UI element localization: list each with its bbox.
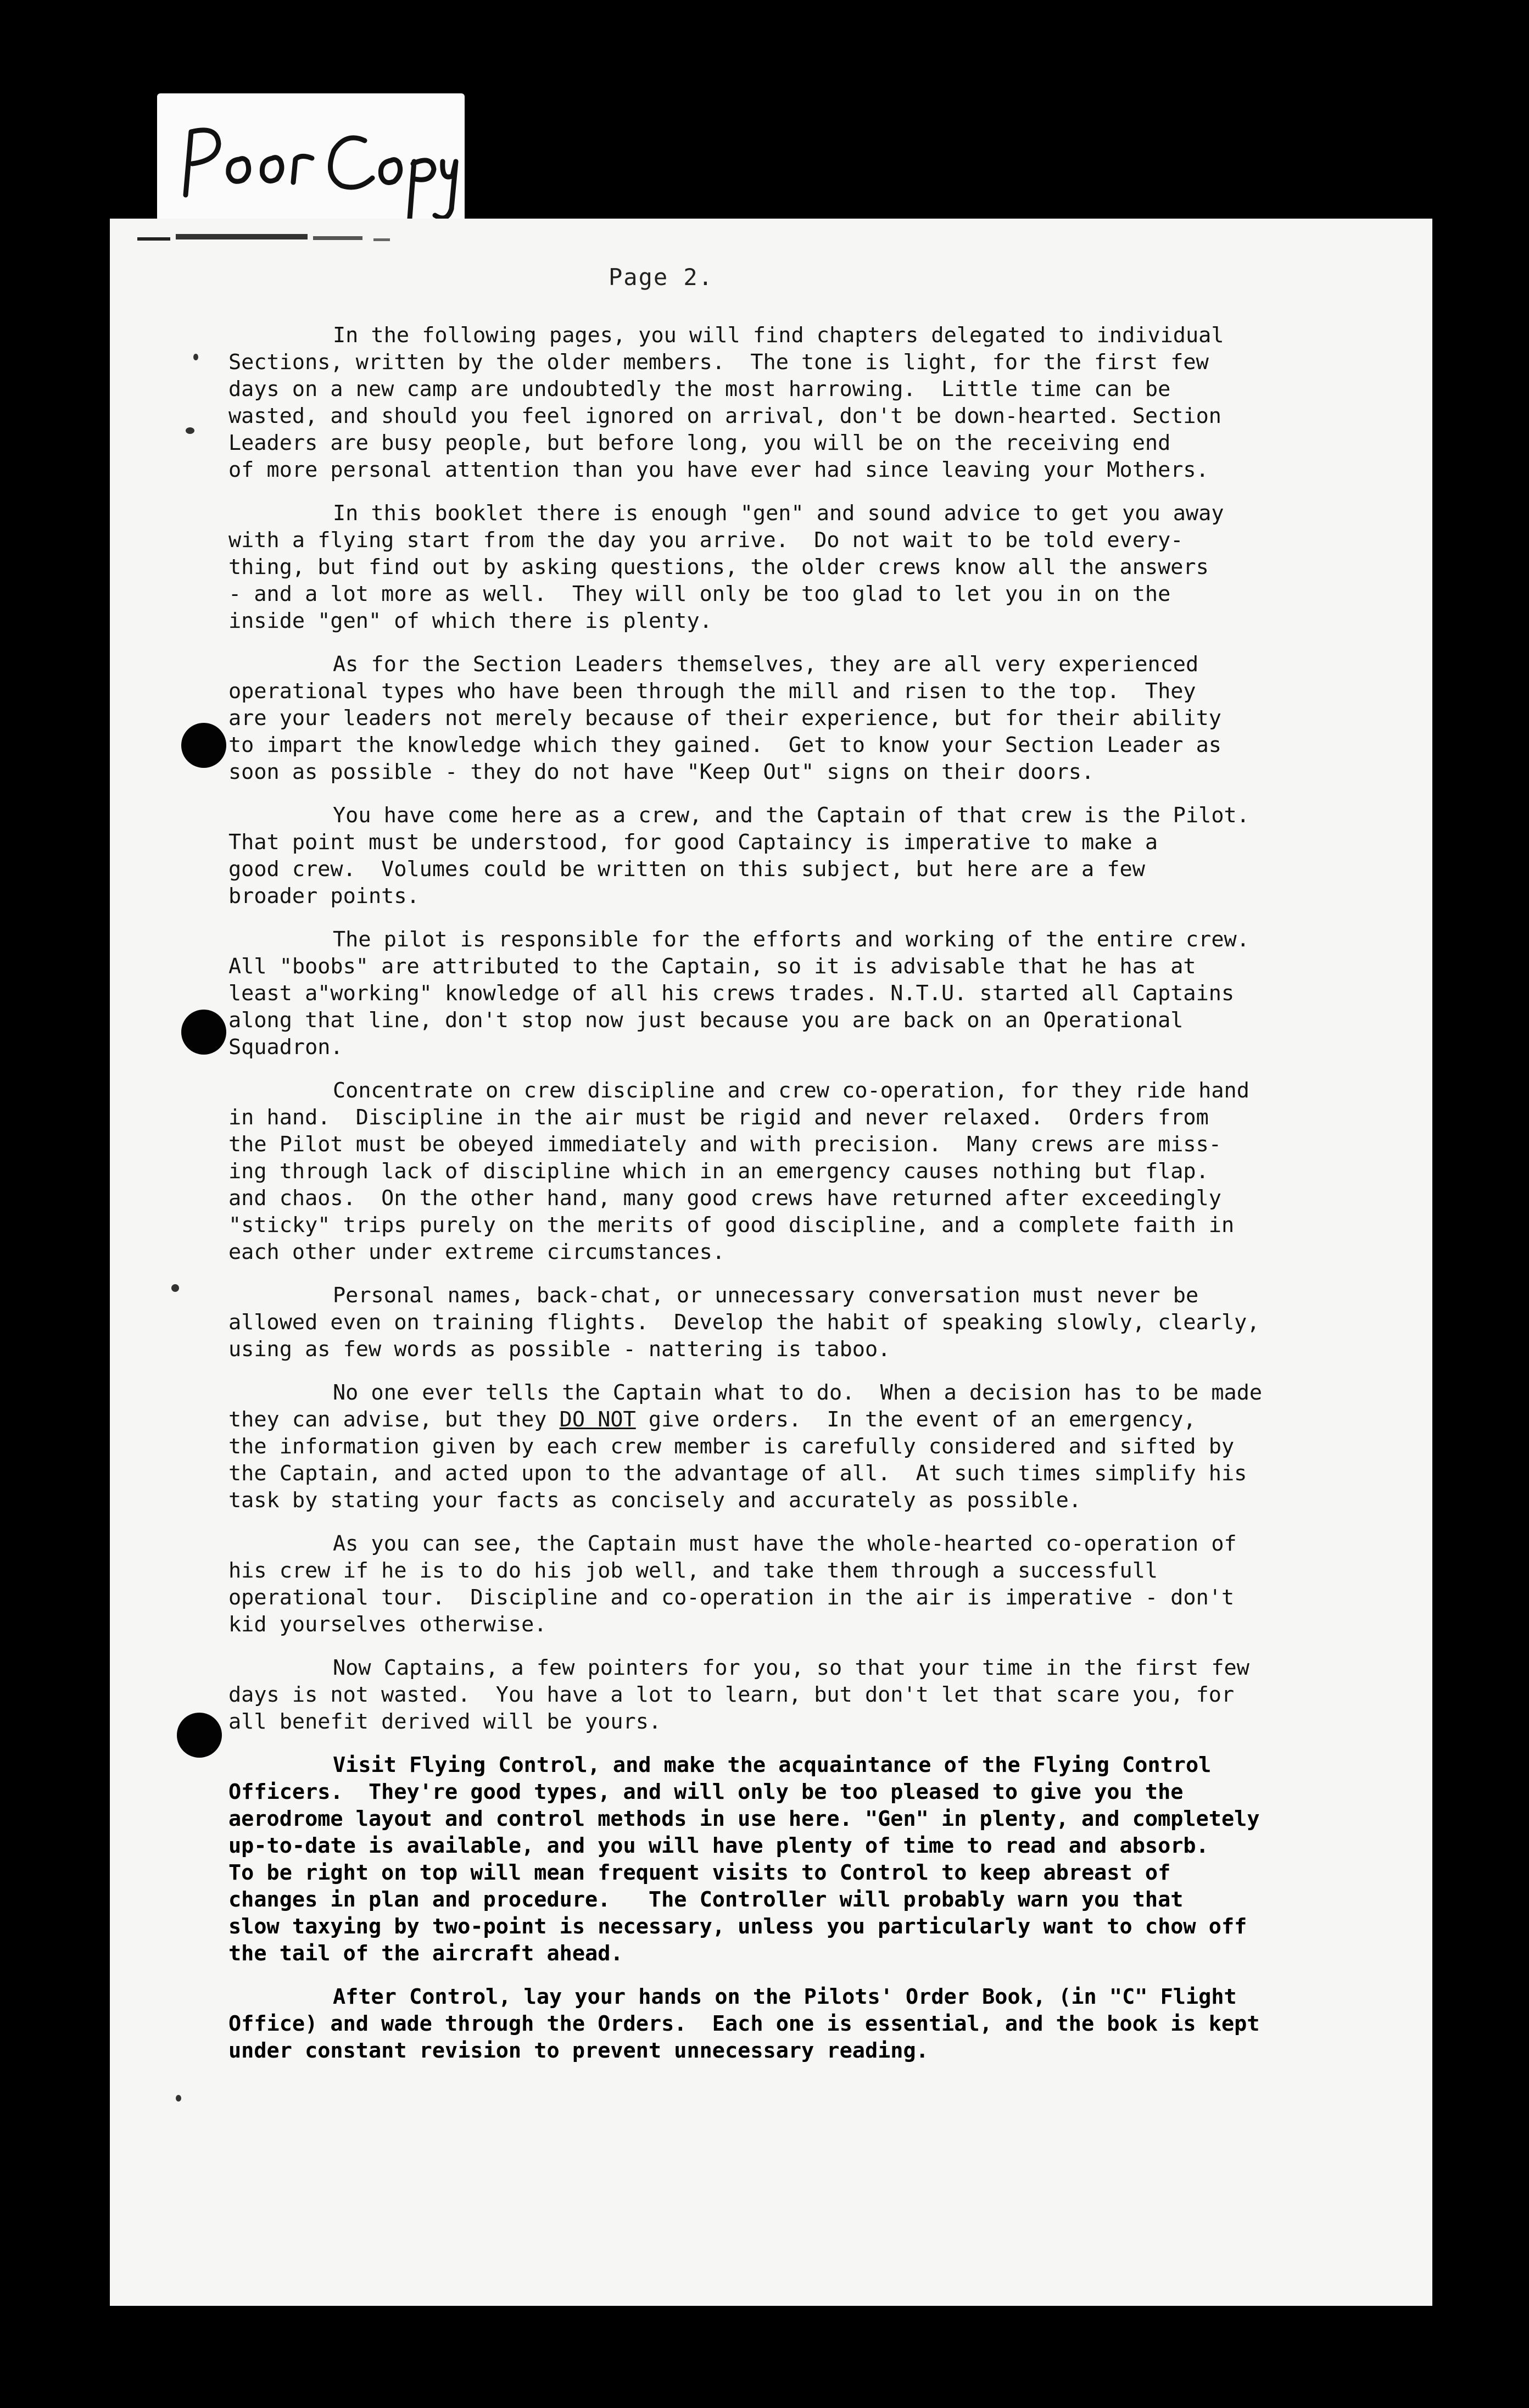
text-line: all benefit derived will be yours.: [228, 1709, 662, 1734]
text-line: [228, 1406, 1448, 1433]
text-line: "sticky" trips purely on the merits of good discipline, and a complete faith in: [228, 1213, 1235, 1238]
body-text: [228, 322, 1448, 2081]
text-line: allowed even on training flights. Develop the habit of speaking slowly, clearly,: [228, 1310, 1260, 1335]
text-line: As for the Section Leaders themselves, they are all very experienced: [333, 652, 1199, 677]
punch-hole: [181, 1010, 226, 1055]
text-line: the tail of the aircraft ahead.: [228, 1941, 623, 1966]
text-line: in hand. Discipline in the air must be rigid and never relaxed. Orders from: [228, 1105, 1209, 1130]
text-line: In this booklet there is enough "gen" and sound advice to get you away: [333, 501, 1224, 526]
scan-speck: [193, 354, 198, 360]
text-line: task by stating your facts as concisely and accurately as possible.: [228, 1488, 1081, 1513]
text-line: Personal names, back-chat, or unnecessary conversation must never be: [333, 1283, 1199, 1308]
paragraph: [228, 802, 1448, 910]
text-line: operational types who have been through the mill and risen to the top. They: [228, 679, 1196, 704]
text-line: No one ever tells the Captain what to do. When a decision has to be made: [333, 1380, 1263, 1405]
page-number: Page 2.: [609, 264, 714, 291]
text-fragment: give orders. In the event of an emergency,: [635, 1407, 1196, 1432]
text-line: To be right on top will mean frequent visits to Control to keep abreast of: [228, 1860, 1171, 1885]
text-line: wasted, and should you feel ignored on arrival, don't be down-hearted. Section: [228, 404, 1221, 428]
text-line: Squadron.: [228, 1035, 343, 1060]
text-line: least a"working" knowledge of all his crews trades. N.T.U. started all Captains: [228, 981, 1235, 1006]
paragraph: [228, 1654, 1448, 1735]
text-line: days is not wasted. You have a lot to learn, but don't let that scare you, for: [228, 1682, 1235, 1707]
text-line: ing through lack of discipline which in an emergency causes nothing but flap.: [228, 1159, 1209, 1184]
punch-hole: [177, 1713, 222, 1758]
text-line: good crew. Volumes could be written on this subject, but here are a few: [228, 857, 1145, 882]
document-page: [110, 219, 1432, 2306]
text-line: the Captain, and acted upon to the advantage of all. At such times simplify his: [228, 1461, 1247, 1486]
paragraph: [228, 1530, 1448, 1638]
text-line: The pilot is responsible for the efforts and working of the entire crew.: [333, 927, 1249, 952]
poor-copy-label: [157, 93, 465, 231]
text-line: operational tour. Discipline and co-operation in the air is imperative - don't: [228, 1585, 1235, 1610]
text-line: That point must be understood, for good Captaincy is imperative to make a: [228, 830, 1158, 855]
text-line: In the following pages, you will find chapters delegated to individual: [333, 323, 1224, 348]
text-line: and chaos. On the other hand, many good crews have returned after exceedingly: [228, 1186, 1221, 1211]
text-line: of more personal attention than you have ever had since leaving your Mothers.: [228, 458, 1209, 482]
text-line: Officers. They're good types, and will only be too pleased to give you the: [228, 1780, 1184, 1804]
paragraph: [228, 926, 1448, 1061]
text-line: Now Captains, a few pointers for you, so that your time in the first few: [333, 1656, 1249, 1680]
text-line: As you can see, the Captain must have the whole-hearted co-operation of: [333, 1531, 1237, 1556]
text-line: thing, but find out by asking questions, the older crews know all the answers: [228, 555, 1209, 579]
text-line: aerodrome layout and control methods in use here. "Gen" in plenty, and completely: [228, 1807, 1260, 1831]
text-line: You have come here as a crew, and the Captain of that crew is the Pilot.: [333, 803, 1249, 828]
text-line: All "boobs" are attributed to the Captain, so it is advisable that he has at: [228, 954, 1196, 979]
paragraph: [228, 1379, 1448, 1514]
paragraph: [228, 1983, 1448, 2064]
punch-hole: [181, 723, 226, 768]
text-line: to impart the knowledge which they gained. Get to know your Section Leader as: [228, 733, 1221, 757]
text-line: Sections, written by the older members. The tone is light, for the first few: [228, 350, 1209, 375]
text-line: the information given by each crew member is carefully considered and sifted by: [228, 1434, 1235, 1459]
text-line: After Control, lay your hands on the Pilots' Order Book, (in "C" Flight: [333, 1985, 1237, 2009]
text-line: along that line, don't stop now just because you are back on an Operational: [228, 1008, 1184, 1033]
scan-speck: [171, 1284, 179, 1292]
text-line: using as few words as possible - nattering is taboo.: [228, 1337, 891, 1362]
text-line: kid yourselves otherwise.: [228, 1612, 547, 1637]
text-line: his crew if he is to do his job well, and take them through a successfull: [228, 1558, 1158, 1583]
text-line: are your leaders not merely because of their experience, but for their ability: [228, 706, 1221, 731]
text-line: changes in plan and procedure. The Controller will probably warn you that: [228, 1887, 1184, 1912]
paragraph: [228, 500, 1448, 634]
scan-speck: [176, 2095, 181, 2102]
text-line: days on a new camp are undoubtedly the most harrowing. Little time can be: [228, 377, 1171, 402]
text-line: Office) and wade through the Orders. Each one is essential, and the book is kept: [228, 2011, 1260, 2036]
paragraph: [228, 1282, 1448, 1363]
scan-edge-marks: [137, 231, 445, 246]
text-line: slow taxying by two-point is necessary, unless you particularly want to chow off: [228, 1914, 1247, 1939]
underlined-do-not: DO NOT: [559, 1407, 636, 1432]
text-fragment: they can advise, but they: [228, 1407, 560, 1432]
text-line: Concentrate on crew discipline and crew co-operation, for they ride hand: [333, 1078, 1249, 1103]
paragraph: [228, 1077, 1448, 1266]
text-line: the Pilot must be obeyed immediately and with precision. Many crews are miss-: [228, 1132, 1221, 1157]
text-line: each other under extreme circumstances.: [228, 1240, 725, 1264]
paragraph: [228, 651, 1448, 785]
paragraph: [228, 1752, 1448, 1967]
text-line: with a flying start from the day you arrive. Do not wait to be told every-: [228, 528, 1184, 553]
text-line: under constant revision to prevent unnecessary reading.: [228, 2038, 929, 2063]
text-line: soon as possible - they do not have "Keep Out" signs on their doors.: [228, 760, 1095, 784]
handwritten-poor-copy-signature: [157, 93, 465, 231]
scan-speck: [186, 427, 194, 434]
text-line: - and a lot more as well. They will only be too glad to let you in on the: [228, 582, 1171, 606]
text-line: Leaders are busy people, but before long, you will be on the receiving end: [228, 431, 1171, 455]
paragraph: [228, 322, 1448, 483]
text-line: inside "gen" of which there is plenty.: [228, 609, 712, 633]
text-line: up-to-date is available, and you will have plenty of time to read and absorb.: [228, 1833, 1209, 1858]
text-line: broader points.: [228, 884, 420, 908]
text-line: Visit Flying Control, and make the acquaintance of the Flying Control: [333, 1753, 1212, 1777]
